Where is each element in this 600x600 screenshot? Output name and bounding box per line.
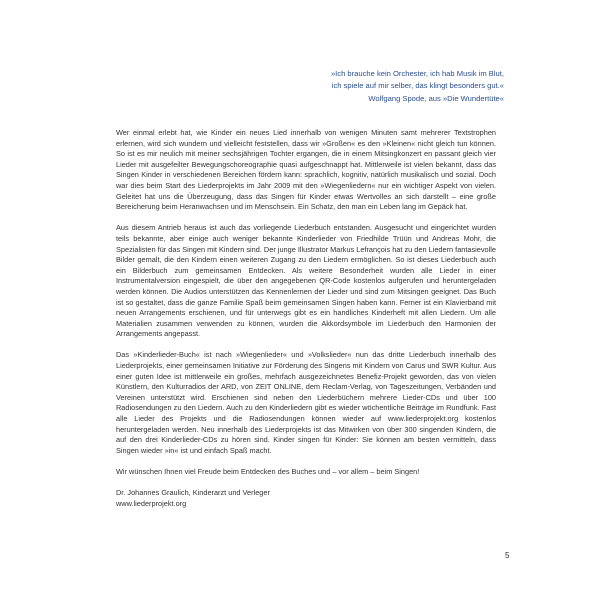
signature-name: Dr. Johannes Graulich, Kinderarzt und Verleger bbox=[116, 488, 270, 498]
epigraph-source: Wolfgang Spode, aus »Die Wundertüte« bbox=[368, 94, 504, 104]
page-number: 5 bbox=[505, 551, 510, 560]
body-text bbox=[116, 128, 496, 520]
paragraph: Wer einmal erlebt hat, wie Kinder ein neues Lied innerhalb von wenigen Minuten samt mehrerer Textstrophen erlernen, wird sich wundern und vielleicht feststellen, dass wir »Großen« es den »Kleinen« nicht gleich tun können. So ist es mir neulich mit meiner sechsjährigen Tochter ergangen, die in einem Mitsingkonzert en passant gleich vier Lieder mit ausgefeilter Bewegungschoreographie quasi aufgeschnappt hat. Mittlerweile ist vielen bekannt, dass das Singen Kinder in verschiedenen Bereichen fördern kann: sprachlich, kognitiv, natürlich musikalisch und sozial. Doch war dies beim Start des Liederprojekts im Jahr 2009 mit den »Wiegenliedern« nur ein wichtiger Aspekt von vielen. Geleitet hat uns die Überzeugung, dass das Singen für Kinder etwas Wertvolles an sich darstellt – eine große Bereicherung beim Heranwachsen und im Menschsein. Ein Schatz, den man ein Leben lang im Gepäck hat. bbox=[116, 128, 496, 212]
signature-website: www.liederprojekt.org bbox=[116, 498, 187, 508]
epigraph-line: »Ich brauche kein Orchester, ich hab Musik im Blut, bbox=[330, 69, 504, 78]
paragraph: Das »Kinderlieder-Buch« ist nach »Wiegenlieder« und »Volkslieder« nun das dritte Liederbuch innerhalb des Liederprojekts, einer gemeinsamen Initiative zur Förderung des Singens mit Kindern von Carus und SWR Kultur. Aus einer guten Idee ist mittlerweile ein großes, mehrfach ausgezeichnetes Benefiz-Projekt geworden, das von vielen Künstlern, den Kulturradios der ARD, von ZEIT ONLINE, dem Reclam-Verlag, von Tageszeitungen, Verbänden und Vereinen unterstützt wird. Erschienen sind neben den Liederbüchern mehrere Lieder-CDs und über 100 Radiosendungen zu den Liedern. Auch zu den Kinderliedern gibt es wieder wöchentliche Beiträge im Rundfunk. Fast alle Lieder des Projekts und die Radiosendungen können wieder auf www.liederprojekt.org kostenlos heruntergeladen werden. Neu innerhalb des Liederprojekts ist das Mitwirken von über 300 singenden Kindern, die auf den drei Kinderlieder-CDs zu hören sind. Kinder singen für Kinder: Sie können am besten vermitteln, dass Singen wieder »in« ist und einfach Spaß macht. bbox=[116, 350, 496, 455]
paragraph: Wir wünschen Ihnen viel Freude beim Entdecken des Buches und – vor allem – beim Singen! bbox=[116, 467, 420, 476]
epigraph bbox=[164, 68, 504, 105]
paragraph: Aus diesem Antrieb heraus ist auch das vorliegende Liederbuch entstanden. Ausgesucht und eingerichtet wurden teils bekannte, aber einige auch weniger bekannte Kinderlieder von Friedhilde Trüün und Andreas Mohr, die Spezialisten für das Singen mit Kindern sind. Der junge Illustrator Markus Lefrançois hat zu den Liedern fantasievolle Bilder gemalt, die den Kindern einen weiteren Zugang zu den Liedern ermöglichen. So ist dieses Liederbuch auch ein Bilderbuch zum gemeinsamen Entdecken. Als weitere Besonderheit wurden alle Lieder in einer Instrumentalversion eingespielt, die über den angegebenen QR-Code kostenlos aufgerufen und heruntergeladen werden können. Die Audios unterstützen das Kennenlernen der Lieder und sind zum Mitsingen geeignet. Das Buch ist so gestaltet, dass die ganze Familie Spaß beim gemeinsamen Singen haben kann. Ferner ist ein Klavierband mit neuen Arrangements erschienen, und für unterwegs gibt es ein handliches Kinderheft mit allen Liedern. Um alle Materialien zusammen verwenden zu können, wurden die Akkordsymbole im Liederbuch den Harmonien der Arrangements angepasst. bbox=[116, 223, 496, 339]
signature bbox=[116, 488, 496, 509]
epigraph-line: ich spiele auf mir selber, das klingt besonders gut.« bbox=[331, 80, 504, 90]
